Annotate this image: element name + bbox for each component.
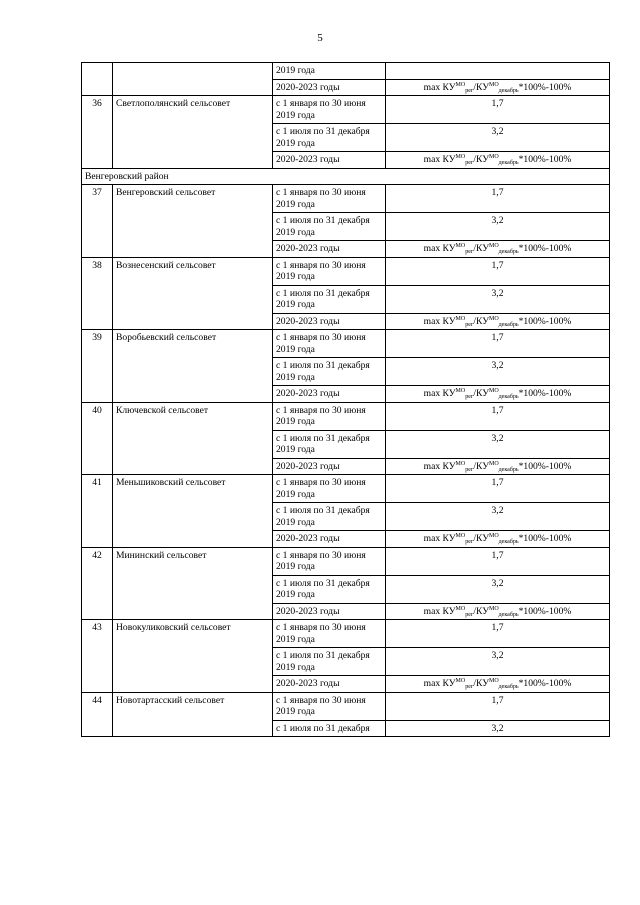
formula-divider: /КУ bbox=[473, 605, 490, 617]
table-row bbox=[82, 185, 610, 213]
formula-sup-mo: МО bbox=[489, 154, 499, 160]
value-cell: 1,7 bbox=[386, 185, 610, 213]
value-cell: 1,7 bbox=[386, 257, 610, 285]
formula-prefix: max КУ bbox=[423, 460, 456, 472]
formula-cell bbox=[386, 386, 610, 403]
formula-cell bbox=[386, 241, 610, 258]
period-cell: с 1 июля по 31 декабря 2019 года bbox=[273, 575, 386, 603]
region-row bbox=[82, 168, 610, 185]
formula-suffix: *100%-100% bbox=[518, 81, 572, 93]
formula-sup-mo: МО bbox=[455, 154, 466, 160]
formula-sub-dec: декабрь bbox=[498, 466, 519, 473]
value-cell: 3,2 bbox=[386, 648, 610, 676]
formula-cell bbox=[386, 531, 610, 548]
table-row bbox=[82, 547, 610, 575]
formula-sub-reg: рег bbox=[465, 611, 474, 618]
row-number: 36 bbox=[82, 96, 113, 169]
formula-cell bbox=[386, 313, 610, 330]
table-row bbox=[82, 620, 610, 648]
period-cell: 2020-2023 годы bbox=[273, 152, 386, 169]
formula-sub-reg: рег bbox=[465, 394, 474, 400]
formula-sup-mo: МО bbox=[489, 81, 499, 88]
formula-sup-mo: МО bbox=[489, 388, 499, 394]
formula-suffix: *100%-100% bbox=[518, 533, 572, 544]
formula-sup-mo: МО bbox=[455, 605, 466, 612]
formula-divider: /КУ bbox=[473, 243, 490, 254]
row-number: 44 bbox=[82, 692, 113, 737]
formula-sup-mo: МО bbox=[455, 460, 466, 467]
table-row bbox=[82, 257, 610, 285]
formula-sup-mo: МО bbox=[455, 533, 466, 539]
row-number: 38 bbox=[82, 257, 113, 330]
formula-sub-dec: декабрь bbox=[498, 160, 519, 166]
formula-sub-dec: декабрь bbox=[498, 321, 519, 328]
period-cell: с 1 июля по 31 декабря 2019 года bbox=[273, 648, 386, 676]
period-cell: 2020-2023 годы bbox=[273, 676, 386, 693]
value-cell: 1,7 bbox=[386, 96, 610, 124]
row-number: 41 bbox=[82, 475, 113, 548]
formula-sub-dec: декабрь bbox=[498, 249, 519, 255]
formula-sub-reg: рег bbox=[465, 160, 474, 166]
formula-sup-mo: МО bbox=[489, 460, 499, 467]
period-cell: с 1 января по 30 июня 2019 года bbox=[273, 547, 386, 575]
municipality-name: Ключевской сельсовет bbox=[113, 402, 273, 475]
formula-suffix: *100%-100% bbox=[518, 243, 572, 254]
period-cell: с 1 июля по 31 декабря 2019 года bbox=[273, 503, 386, 531]
formula-sup-mo: МО bbox=[489, 315, 499, 322]
period-cell: с 1 января по 30 июня 2019 года bbox=[273, 620, 386, 648]
municipality-name: Мининский сельсовет bbox=[113, 547, 273, 620]
formula-divider: /КУ bbox=[473, 154, 490, 165]
table-row bbox=[82, 96, 610, 124]
formula-sub-dec: декабрь bbox=[498, 394, 519, 400]
formula-prefix: max КУ bbox=[423, 605, 456, 617]
row-number: 43 bbox=[82, 620, 113, 693]
formula-cell bbox=[386, 79, 610, 96]
formula-suffix: *100%-100% bbox=[518, 460, 572, 472]
period-cell: 2020-2023 годы bbox=[273, 531, 386, 548]
formula-sub-reg: рег bbox=[465, 321, 474, 328]
formula-prefix: max КУ bbox=[423, 533, 456, 544]
municipality-name: Венгеровский сельсовет bbox=[113, 185, 273, 258]
formula-sub-reg: рег bbox=[465, 539, 474, 545]
municipality-cell bbox=[113, 63, 273, 96]
page-number: 5 bbox=[317, 32, 323, 44]
formula-prefix: max КУ bbox=[423, 315, 456, 327]
formula-suffix: *100%-100% bbox=[518, 678, 572, 689]
period-cell: 2020-2023 годы bbox=[273, 386, 386, 403]
formula-cell bbox=[386, 458, 610, 475]
value-cell bbox=[386, 63, 610, 80]
period-cell: с 1 января по 30 июня 2019 года bbox=[273, 185, 386, 213]
row-number-cell bbox=[82, 63, 113, 96]
row-number: 40 bbox=[82, 402, 113, 475]
formula-prefix: max КУ bbox=[423, 81, 456, 93]
formula-cell bbox=[386, 676, 610, 693]
region-name: Венгеровский район bbox=[82, 168, 610, 185]
municipality-name: Воробьевский сельсовет bbox=[113, 330, 273, 403]
formula-prefix: max КУ bbox=[423, 154, 456, 165]
row-number: 39 bbox=[82, 330, 113, 403]
value-cell: 1,7 bbox=[386, 402, 610, 430]
period-cell: с 1 января по 30 июня 2019 года bbox=[273, 692, 386, 720]
formula-sup-mo: МО bbox=[455, 81, 466, 88]
value-cell: 1,7 bbox=[386, 692, 610, 720]
period-cell: с 1 июля по 31 декабря 2019 года bbox=[273, 124, 386, 152]
formula-cell bbox=[386, 603, 610, 620]
value-cell: 3,2 bbox=[386, 720, 610, 737]
period-cell: с 1 июля по 31 декабря bbox=[273, 720, 386, 737]
municipality-name: Меньшиковский сельсовет bbox=[113, 475, 273, 548]
value-cell: 1,7 bbox=[386, 547, 610, 575]
value-cell: 3,2 bbox=[386, 358, 610, 386]
formula-suffix: *100%-100% bbox=[518, 388, 572, 399]
tariff-table bbox=[81, 62, 610, 737]
municipality-name: Новотартасский сельсовет bbox=[113, 692, 273, 737]
formula-prefix: max КУ bbox=[423, 678, 456, 689]
table-row bbox=[82, 475, 610, 503]
formula-divider: /КУ bbox=[473, 533, 490, 544]
formula-divider: /КУ bbox=[473, 315, 490, 327]
formula-sub-reg: рег bbox=[465, 249, 474, 255]
period-cell: 2020-2023 годы bbox=[273, 313, 386, 330]
formula-sub-reg: рег bbox=[465, 684, 474, 690]
formula-sup-mo: МО bbox=[489, 243, 499, 249]
formula-divider: /КУ bbox=[473, 460, 490, 472]
formula-sup-mo: МО bbox=[455, 388, 466, 394]
formula-sup-mo: МО bbox=[455, 243, 466, 249]
period-cell: с 1 июля по 31 декабря 2019 года bbox=[273, 430, 386, 458]
value-cell: 3,2 bbox=[386, 430, 610, 458]
formula-divider: /КУ bbox=[473, 81, 490, 93]
formula-sub-dec: декабрь bbox=[498, 87, 519, 94]
formula-sub-reg: рег bbox=[465, 466, 474, 473]
formula-sub-dec: декабрь bbox=[498, 684, 519, 690]
formula-sup-mo: МО bbox=[489, 533, 499, 539]
value-cell: 1,7 bbox=[386, 620, 610, 648]
row-number: 37 bbox=[82, 185, 113, 258]
formula-sup-mo: МО bbox=[455, 678, 466, 684]
row-number: 42 bbox=[82, 547, 113, 620]
value-cell: 3,2 bbox=[386, 213, 610, 241]
formula-sup-mo: МО bbox=[489, 678, 499, 684]
period-cell: 2020-2023 годы bbox=[273, 241, 386, 258]
value-cell: 3,2 bbox=[386, 575, 610, 603]
period-cell: с 1 января по 30 июня 2019 года bbox=[273, 330, 386, 358]
value-cell: 1,7 bbox=[386, 475, 610, 503]
formula-divider: /КУ bbox=[473, 678, 490, 689]
value-cell: 3,2 bbox=[386, 503, 610, 531]
municipality-name: Вознесенский сельсовет bbox=[113, 257, 273, 330]
value-cell: 3,2 bbox=[386, 285, 610, 313]
period-cell: 2020-2023 годы bbox=[273, 458, 386, 475]
table-row bbox=[82, 330, 610, 358]
formula-suffix: *100%-100% bbox=[518, 154, 572, 165]
period-cell: с 1 января по 30 июня 2019 года bbox=[273, 257, 386, 285]
formula-suffix: *100%-100% bbox=[518, 605, 572, 617]
period-cell: с 1 января по 30 июня 2019 года bbox=[273, 402, 386, 430]
formula-sub-dec: декабрь bbox=[498, 611, 519, 618]
value-cell: 1,7 bbox=[386, 330, 610, 358]
formula-prefix: max КУ bbox=[423, 388, 456, 399]
period-cell: с 1 июля по 31 декабря 2019 года bbox=[273, 213, 386, 241]
municipality-name: Новокуликовский сельсовет bbox=[113, 620, 273, 693]
formula-sup-mo: МО bbox=[455, 315, 466, 322]
formula-divider: /КУ bbox=[473, 388, 490, 399]
formula-sup-mo: МО bbox=[489, 605, 499, 612]
period-cell: с 1 января по 30 июня 2019 года bbox=[273, 475, 386, 503]
formula-prefix: max КУ bbox=[423, 243, 456, 254]
municipality-name: Светлополянский сельсовет bbox=[113, 96, 273, 169]
period-cell: 2020-2023 годы bbox=[273, 603, 386, 620]
period-cell: с 1 июля по 31 декабря 2019 года bbox=[273, 358, 386, 386]
period-cell: 2020-2023 годы bbox=[273, 79, 386, 96]
period-cell: с 1 января по 30 июня 2019 года bbox=[273, 96, 386, 124]
value-cell: 3,2 bbox=[386, 124, 610, 152]
table-row bbox=[82, 692, 610, 720]
period-cell: 2019 года bbox=[273, 63, 386, 80]
formula-sub-reg: рег bbox=[465, 87, 474, 94]
period-cell: с 1 июля по 31 декабря 2019 года bbox=[273, 285, 386, 313]
table-row bbox=[82, 402, 610, 430]
formula-cell bbox=[386, 152, 610, 169]
table-row bbox=[82, 63, 610, 80]
formula-sub-dec: декабрь bbox=[498, 539, 519, 545]
formula-suffix: *100%-100% bbox=[518, 315, 572, 327]
